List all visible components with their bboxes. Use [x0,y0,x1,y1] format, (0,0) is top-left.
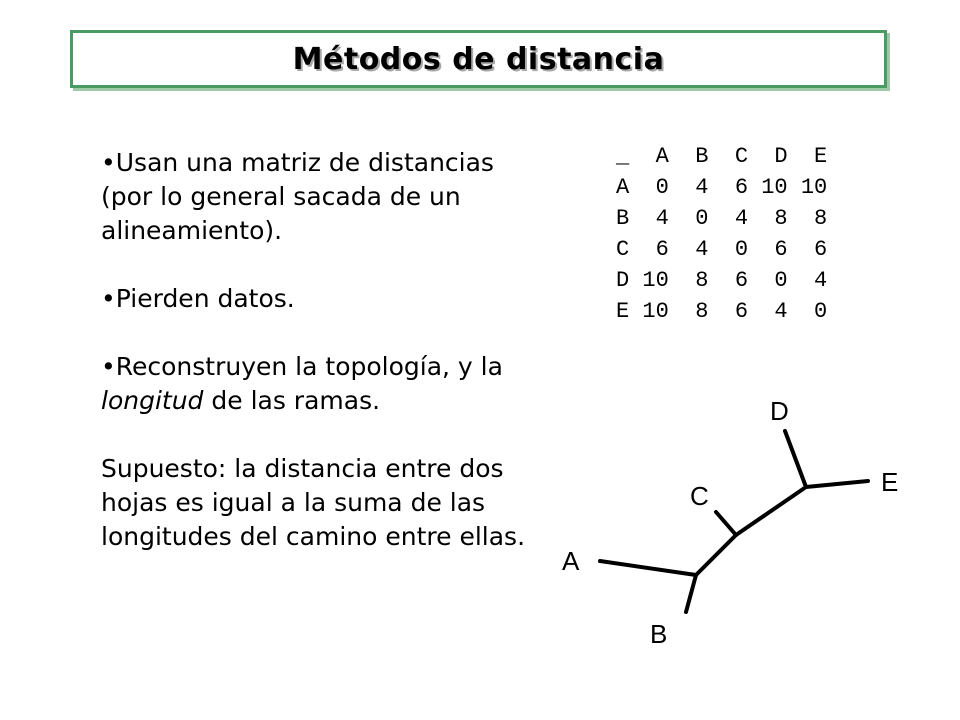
bullet-list [101,146,531,554]
matrix-cell: 8 [787,206,828,231]
matrix-cell: 4 [748,299,788,324]
matrix-row-label: E [616,299,630,324]
branch-b [686,575,696,612]
matrix-cell: 4 [629,206,669,231]
bullet-reconstruct-part1: •Reconstruyen la topología, y la [101,352,503,381]
matrix-cell: 10 [787,175,828,200]
matrix-cell: B [668,144,709,169]
node-label-e: E [881,467,899,497]
node-label-d: D [770,396,789,426]
matrix-cell: 8 [748,206,788,231]
phylogenetic-tree [540,385,940,675]
matrix-row-label: B [616,206,630,231]
branch-a [600,561,696,575]
matrix-cell: 6 [748,237,788,262]
matrix-row [616,296,827,327]
matrix-cell: 10 [629,268,669,293]
matrix-cell: 8 [668,268,709,293]
matrix-cell: E [787,144,828,169]
branch-internal-1 [696,535,736,575]
matrix-cell: 6 [708,268,749,293]
branch-e [806,481,868,487]
branch-c [716,512,736,535]
branch-d [785,431,806,487]
node-label-b: B [650,619,668,649]
bullet-reconstruct-part2: de las ramas. [203,386,381,415]
matrix-cell: C [708,144,749,169]
matrix-cell: D [748,144,788,169]
matrix-row [616,203,827,234]
matrix-row [616,234,827,265]
matrix-header-row [616,141,827,172]
matrix-row-label: C [616,237,630,262]
node-label-a: A [562,546,580,576]
title-box [70,30,887,88]
node-label-c: C [690,481,709,511]
matrix-cell: 4 [668,175,709,200]
branch-internal-2 [736,487,806,535]
matrix-cell: 6 [629,237,669,262]
matrix-cell: 10 [629,299,669,324]
bullet-lose-data: •Pierden datos. [101,284,295,313]
matrix-cell: 0 [668,206,709,231]
matrix-cell: 0 [708,237,749,262]
bullet-reconstruct-italic: longitud [101,386,204,415]
matrix-row-label: _ [616,144,630,169]
matrix-cell: 6 [787,237,828,262]
matrix-cell: 8 [668,299,709,324]
matrix-cell: 6 [708,299,749,324]
matrix-cell: A [629,144,669,169]
matrix-row-label: A [616,175,630,200]
slide-title: Métodos de distancia [292,41,665,77]
assumption-text: Supuesto: la distancia entre dos hojas es igual a la suma de las longitudes del camino entre ellas. [101,454,526,551]
matrix-row [616,265,827,296]
matrix-cell: 6 [708,175,749,200]
matrix-row [616,172,827,203]
matrix-cell: 4 [787,268,828,293]
bullet-distance-matrix: •Usan una matriz de distancias (por lo general sacada de un alineamiento). [101,148,494,245]
matrix-row-label: D [616,268,630,293]
matrix-cell: 0 [629,175,669,200]
distance-matrix [616,141,827,327]
matrix-cell: 4 [668,237,709,262]
bullet-reconstruct [101,350,531,418]
matrix-cell: 0 [748,268,788,293]
matrix-cell: 10 [748,175,788,200]
matrix-cell: 0 [787,299,828,324]
matrix-cell: 4 [708,206,749,231]
